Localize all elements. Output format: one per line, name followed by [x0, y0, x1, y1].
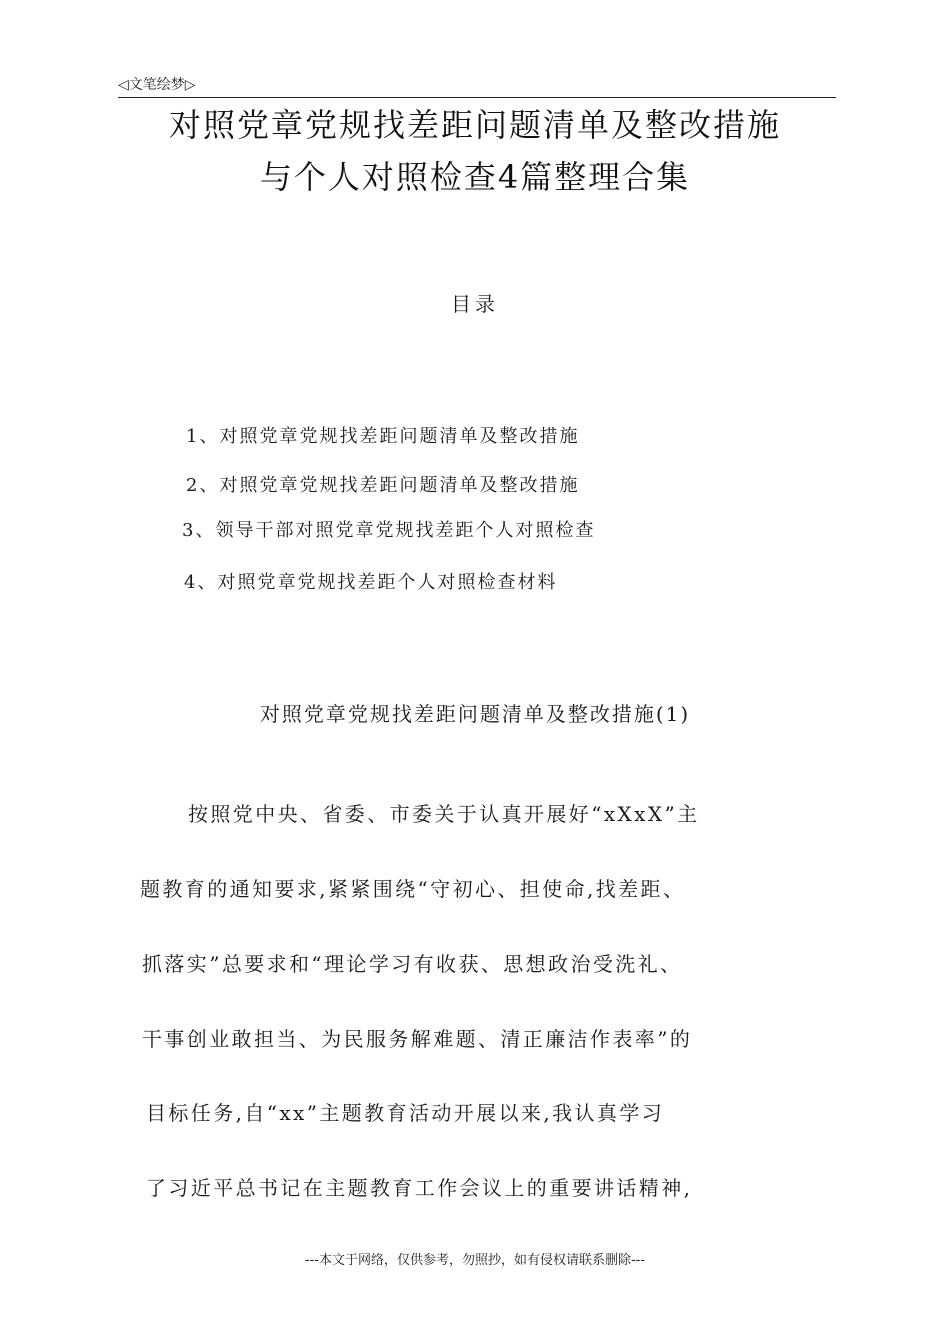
toc-item: 4、对照党章党规找差距个人对照检查材料	[184, 572, 558, 593]
header-rule	[118, 97, 836, 98]
footer-disclaimer: ---本文于网络，仅供参考，勿照抄，如有侵权请联系删除---	[304, 1253, 646, 1268]
body-text-line: 目标任务,自“xx”主题教育活动开展以来,我认真学习	[146, 1101, 665, 1125]
body-text-line: 题教育的通知要求,紧紧围绕“守初心、担使命,找差距、	[140, 877, 686, 901]
toc-item: 2、对照党章党规找差距问题清单及整改措施	[186, 475, 580, 496]
document-title-line-1: 对照党章党规找差距问题清单及整改措施	[168, 106, 781, 144]
body-text-line: 了习近平总书记在主题教育工作会议上的重要讲话精神,	[146, 1176, 693, 1200]
section-title: 对照党章党规找差距问题清单及整改措施(1)	[259, 702, 691, 726]
toc-heading: 目录	[451, 292, 499, 316]
document-title-line-2: 与个人对照检查4篇整理合集	[259, 158, 691, 196]
body-text-line: 抓落实”总要求和“理论学习有收获、思想政治受洗礼、	[142, 952, 683, 976]
body-text-line: 干事创业敢担当、为民服务解难题、清正廉洁作表率”的	[142, 1027, 693, 1051]
toc-item: 3、领导干部对照党章党规找差距个人对照检查	[182, 520, 596, 541]
header-tag: ◁文笔绘梦▷	[118, 77, 196, 93]
toc-item: 1、对照党章党规找差距问题清单及整改措施	[186, 426, 580, 447]
body-text-line: 按照党中央、省委、市委关于认真开展好“xXxX”主	[188, 802, 700, 826]
